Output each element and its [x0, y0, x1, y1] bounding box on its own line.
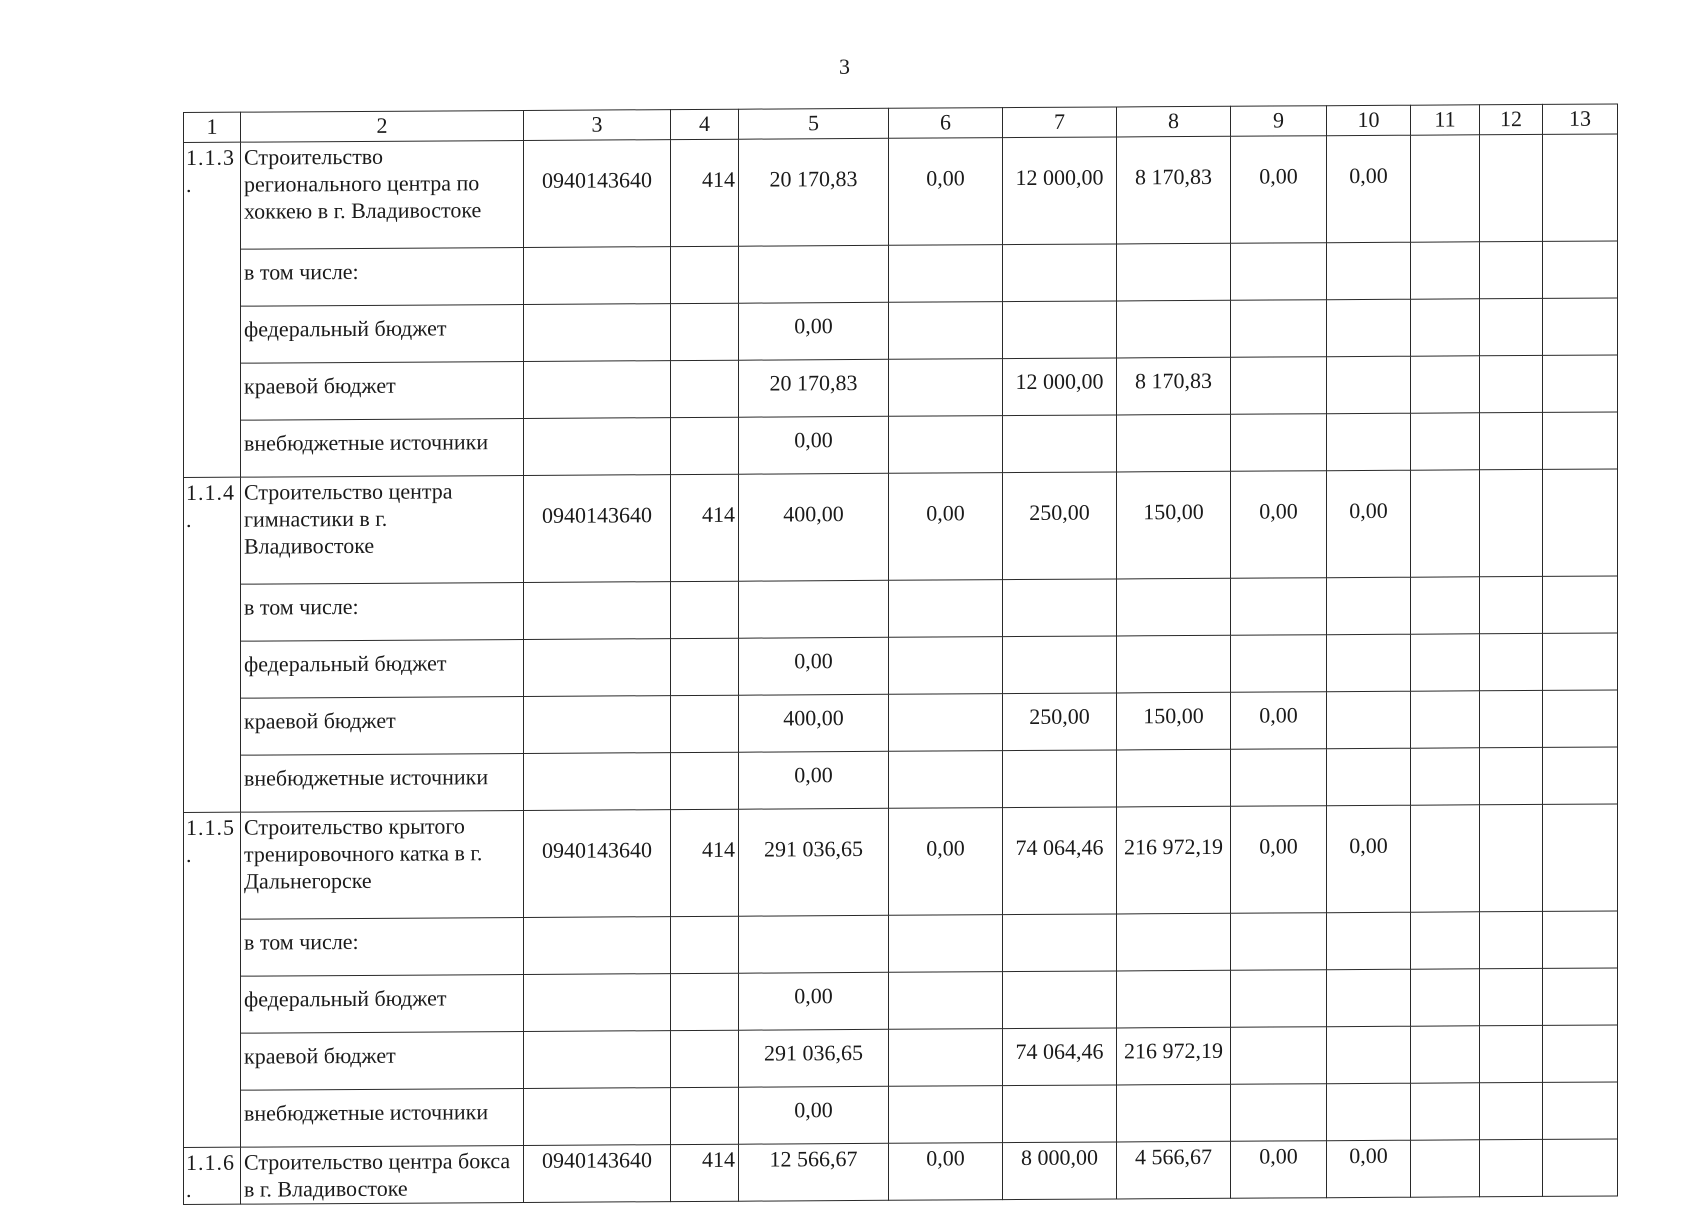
empty-cell: [671, 303, 739, 360]
funding-value-col-10: [1327, 634, 1411, 691]
funding-value-col-6: [889, 416, 1003, 474]
item-value-col-11: [1411, 1140, 1480, 1197]
funding-value-col-5: [739, 580, 889, 638]
program-item-row: [184, 1139, 1618, 1205]
funding-source-label: краевой бюджет: [241, 1031, 524, 1090]
funding-source-label: краевой бюджет: [241, 361, 524, 420]
funding-value-col-13: [1543, 1082, 1618, 1139]
funding-value-col-12: [1480, 690, 1543, 747]
funding-value-col-10: [1327, 413, 1411, 470]
item-name: Строительство регионального центра по хоккею в г. Владивостоке: [241, 140, 524, 249]
empty-cell: [671, 695, 739, 752]
funding-value-col-12: [1480, 241, 1543, 298]
funding-value-col-7: [1003, 636, 1117, 694]
program-item-row: [184, 134, 1618, 250]
funding-value-col-9: [1231, 970, 1327, 1028]
funding-value-col-5: 0,00: [739, 1086, 889, 1144]
funding-value-col-7: 74 064,46: [1003, 1028, 1117, 1086]
item-value-col-5: 291 036,65: [739, 808, 889, 916]
item-value-col-5: 12 566,67: [739, 1143, 889, 1201]
item-value-col-10: 0,00: [1327, 470, 1411, 577]
funding-value-col-12: [1480, 1025, 1543, 1082]
funding-value-col-6: [889, 915, 1003, 973]
item-index: 1.1.6: [186, 1149, 235, 1175]
funding-value-col-9: [1231, 1084, 1327, 1142]
funding-value-col-6: [889, 580, 1003, 638]
funding-value-col-10: [1327, 577, 1411, 634]
funding-value-col-10: [1327, 748, 1411, 805]
funding-value-col-11: [1411, 1026, 1480, 1083]
item-index-cell: [184, 477, 241, 812]
funding-value-col-9: [1231, 243, 1327, 301]
funding-value-col-9: [1231, 749, 1327, 807]
column-number: 8: [1117, 106, 1231, 137]
funding-value-col-5: 0,00: [739, 416, 889, 474]
funding-value-col-7: [1003, 914, 1117, 972]
funding-value-col-11: [1411, 1083, 1480, 1140]
funding-source-row: [184, 412, 1618, 478]
funding-source-row: [184, 911, 1618, 977]
funding-value-col-12: [1480, 1082, 1543, 1139]
funding-value-col-6: [889, 359, 1003, 417]
item-index: 1.1.5: [186, 814, 235, 840]
empty-cell: [524, 247, 671, 305]
item-value-col-11: [1411, 470, 1480, 577]
funding-value-col-11: [1411, 912, 1480, 969]
item-name: Строительство крытого тренировочного катка в г. Дальнегорске: [241, 810, 524, 919]
item-value-col-13: [1543, 1139, 1618, 1196]
funding-source-row: [184, 1082, 1618, 1148]
empty-cell: [671, 246, 739, 303]
empty-cell: [524, 696, 671, 754]
funding-value-col-12: [1480, 968, 1543, 1025]
item-value-col-5: 400,00: [739, 473, 889, 581]
item-expense-type: 414: [671, 809, 739, 916]
column-number: 3: [524, 110, 671, 141]
funding-value-col-5: 291 036,65: [739, 1029, 889, 1087]
item-index: 1.1.4: [186, 479, 235, 505]
funding-value-col-7: [1003, 415, 1117, 473]
column-number: 7: [1003, 107, 1117, 138]
item-value-col-7: 8 000,00: [1003, 1142, 1117, 1200]
funding-value-col-5: [739, 245, 889, 303]
funding-value-col-9: [1231, 635, 1327, 693]
item-value-col-9: 0,00: [1231, 136, 1327, 244]
funding-source-row: [184, 747, 1618, 813]
funding-value-col-5: 0,00: [739, 751, 889, 809]
item-budget-code: 0940143640: [524, 810, 671, 918]
item-value-col-13: [1543, 469, 1618, 576]
funding-value-col-12: [1480, 576, 1543, 633]
funding-value-col-6: [889, 694, 1003, 752]
item-expense-type: 414: [671, 1144, 739, 1201]
funding-value-col-12: [1480, 412, 1543, 469]
column-number: 1: [184, 112, 241, 142]
funding-value-col-11: [1411, 969, 1480, 1026]
funding-value-col-12: [1480, 747, 1543, 804]
funding-value-col-10: [1327, 912, 1411, 969]
item-value-col-9: 0,00: [1231, 1141, 1327, 1199]
empty-cell: [524, 974, 671, 1032]
item-index-cell: [184, 142, 241, 477]
page-number: 3: [839, 54, 850, 79]
funding-value-col-7: [1003, 1085, 1117, 1143]
funding-value-col-9: [1231, 357, 1327, 415]
funding-value-col-13: [1543, 241, 1618, 298]
item-value-col-8: 216 972,19: [1117, 806, 1231, 914]
item-value-col-10: 0,00: [1327, 1140, 1411, 1197]
program-table-sheet: [183, 103, 1618, 1205]
funding-value-col-6: [889, 972, 1003, 1030]
funding-value-col-6: [889, 1086, 1003, 1144]
funding-value-col-6: [889, 245, 1003, 303]
funding-value-col-5: [739, 915, 889, 973]
funding-source-row: [184, 241, 1618, 307]
funding-source-label: федеральный бюджет: [241, 974, 524, 1033]
funding-value-col-7: 12 000,00: [1003, 358, 1117, 416]
empty-cell: [671, 360, 739, 417]
item-value-col-7: 12 000,00: [1003, 137, 1117, 245]
empty-cell: [524, 582, 671, 640]
item-value-col-12: [1480, 134, 1543, 241]
funding-value-col-12: [1480, 355, 1543, 412]
funding-value-col-7: [1003, 750, 1117, 808]
column-number: 5: [739, 108, 889, 139]
funding-value-col-13: [1543, 968, 1618, 1025]
funding-source-row: [184, 298, 1618, 364]
item-value-col-11: [1411, 135, 1480, 242]
funding-source-label: внебюджетные источники: [241, 418, 524, 477]
funding-value-col-6: [889, 751, 1003, 809]
funding-source-label: федеральный бюджет: [241, 639, 524, 698]
funding-value-col-11: [1411, 577, 1480, 634]
funding-source-row: [184, 1025, 1618, 1091]
funding-value-col-8: [1117, 970, 1231, 1028]
column-number: 13: [1543, 104, 1618, 134]
funding-value-col-9: [1231, 913, 1327, 971]
funding-value-col-9: [1231, 300, 1327, 358]
funding-value-col-6: [889, 637, 1003, 695]
empty-cell: [524, 917, 671, 975]
item-index-dot: .: [186, 506, 193, 532]
column-number: 6: [889, 108, 1003, 139]
funding-value-col-8: [1117, 635, 1231, 693]
empty-cell: [524, 304, 671, 362]
funding-value-col-13: [1543, 633, 1618, 690]
funding-value-col-10: [1327, 242, 1411, 299]
funding-value-col-11: [1411, 748, 1480, 805]
item-value-col-8: 8 170,83: [1117, 136, 1231, 244]
funding-value-col-10: [1327, 299, 1411, 356]
empty-cell: [671, 417, 739, 474]
funding-value-col-6: [889, 1029, 1003, 1087]
item-value-col-7: 250,00: [1003, 472, 1117, 580]
column-number: 4: [671, 109, 739, 139]
funding-value-col-11: [1411, 242, 1480, 299]
column-number: 12: [1480, 104, 1543, 134]
empty-cell: [524, 361, 671, 419]
funding-value-col-11: [1411, 634, 1480, 691]
funding-value-col-13: [1543, 298, 1618, 355]
column-number: 11: [1411, 105, 1480, 135]
funding-value-col-11: [1411, 691, 1480, 748]
funding-value-col-13: [1543, 1025, 1618, 1082]
funding-value-col-10: [1327, 356, 1411, 413]
item-value-col-5: 20 170,83: [739, 138, 889, 246]
item-value-col-12: [1480, 469, 1543, 576]
empty-cell: [524, 1088, 671, 1146]
funding-value-col-12: [1480, 911, 1543, 968]
empty-cell: [524, 753, 671, 811]
funding-value-col-5: 400,00: [739, 694, 889, 752]
item-budget-code: 0940143640: [524, 140, 671, 248]
funding-value-col-11: [1411, 413, 1480, 470]
funding-value-col-8: [1117, 243, 1231, 301]
funding-source-row: [184, 355, 1618, 421]
empty-cell: [671, 916, 739, 973]
funding-value-col-8: [1117, 1084, 1231, 1142]
item-value-col-9: 0,00: [1231, 471, 1327, 579]
item-index-dot: .: [186, 841, 193, 867]
empty-cell: [524, 418, 671, 476]
item-value-col-6: 0,00: [889, 473, 1003, 581]
item-value-col-10: 0,00: [1327, 805, 1411, 912]
funding-value-col-7: [1003, 971, 1117, 1029]
item-value-col-7: 74 064,46: [1003, 807, 1117, 915]
item-index-dot: .: [186, 1176, 193, 1202]
funding-value-col-13: [1543, 576, 1618, 633]
funding-value-col-11: [1411, 299, 1480, 356]
item-name: Строительство центра гимнастики в г. Владивостоке: [241, 475, 524, 584]
empty-cell: [524, 639, 671, 697]
funding-source-label: в том числе:: [241, 582, 524, 641]
empty-cell: [671, 581, 739, 638]
funding-source-label: краевой бюджет: [241, 696, 524, 755]
item-index: 1.1.3: [186, 144, 235, 170]
funding-value-col-9: [1231, 414, 1327, 472]
item-value-col-6: 0,00: [889, 138, 1003, 246]
column-number: 10: [1327, 105, 1411, 135]
empty-cell: [671, 1030, 739, 1087]
funding-value-col-9: 0,00: [1231, 692, 1327, 750]
item-value-col-10: 0,00: [1327, 135, 1411, 242]
funding-value-col-13: [1543, 412, 1618, 469]
empty-cell: [671, 1087, 739, 1144]
item-index-cell: [184, 812, 241, 1147]
funding-value-col-10: [1327, 969, 1411, 1026]
funding-value-col-11: [1411, 356, 1480, 413]
funding-source-row: [184, 633, 1618, 699]
item-value-col-11: [1411, 805, 1480, 912]
funding-value-col-7: [1003, 244, 1117, 302]
funding-value-col-10: [1327, 1026, 1411, 1083]
program-item-row: [184, 804, 1618, 920]
funding-value-col-10: [1327, 691, 1411, 748]
funding-source-row: [184, 576, 1618, 642]
column-number: 2: [241, 110, 524, 142]
funding-source-row: [184, 690, 1618, 756]
funding-value-col-9: [1231, 578, 1327, 636]
funding-value-col-7: [1003, 301, 1117, 359]
empty-cell: [671, 752, 739, 809]
funding-value-col-5: 0,00: [739, 972, 889, 1030]
funding-value-col-7: [1003, 579, 1117, 637]
funding-value-col-12: [1480, 298, 1543, 355]
program-funding-table: [183, 103, 1618, 1205]
funding-value-col-8: 150,00: [1117, 692, 1231, 750]
item-budget-code: 0940143640: [524, 475, 671, 583]
item-value-col-13: [1543, 804, 1618, 911]
funding-source-row: [184, 968, 1618, 1034]
empty-cell: [524, 1031, 671, 1089]
item-value-col-6: 0,00: [889, 1143, 1003, 1201]
item-index-cell: [184, 1147, 241, 1204]
funding-source-label: внебюджетные источники: [241, 753, 524, 812]
item-index-dot: .: [186, 171, 193, 197]
funding-value-col-8: [1117, 749, 1231, 807]
funding-source-label: в том числе:: [241, 247, 524, 306]
funding-value-col-5: 20 170,83: [739, 359, 889, 417]
funding-value-col-8: 216 972,19: [1117, 1027, 1231, 1085]
funding-source-label: внебюджетные источники: [241, 1088, 524, 1147]
item-value-col-8: 150,00: [1117, 471, 1231, 579]
funding-value-col-5: 0,00: [739, 637, 889, 695]
funding-value-col-8: [1117, 300, 1231, 358]
item-value-col-13: [1543, 134, 1618, 241]
item-value-col-6: 0,00: [889, 808, 1003, 916]
funding-value-col-8: [1117, 913, 1231, 971]
item-expense-type: 414: [671, 139, 739, 246]
funding-value-col-10: [1327, 1083, 1411, 1140]
item-budget-code: 0940143640: [524, 1145, 671, 1203]
funding-source-label: федеральный бюджет: [241, 304, 524, 363]
item-value-col-8: 4 566,67: [1117, 1141, 1231, 1199]
funding-value-col-8: [1117, 414, 1231, 472]
program-item-row: [184, 469, 1618, 585]
empty-cell: [671, 973, 739, 1030]
funding-value-col-5: 0,00: [739, 302, 889, 360]
funding-value-col-9: [1231, 1027, 1327, 1085]
item-expense-type: 414: [671, 474, 739, 581]
funding-value-col-12: [1480, 633, 1543, 690]
empty-cell: [671, 638, 739, 695]
funding-source-label: в том числе:: [241, 917, 524, 976]
funding-value-col-8: [1117, 578, 1231, 636]
funding-value-col-6: [889, 302, 1003, 360]
funding-value-col-13: [1543, 355, 1618, 412]
item-value-col-12: [1480, 804, 1543, 911]
funding-value-col-7: 250,00: [1003, 693, 1117, 751]
item-value-col-12: [1480, 1139, 1543, 1196]
item-name: Строительство центра бокса в г. Владивостоке: [241, 1145, 524, 1204]
funding-value-col-8: 8 170,83: [1117, 357, 1231, 415]
funding-value-col-13: [1543, 690, 1618, 747]
funding-value-col-13: [1543, 747, 1618, 804]
item-value-col-9: 0,00: [1231, 806, 1327, 914]
column-number: 9: [1231, 106, 1327, 137]
funding-value-col-13: [1543, 911, 1618, 968]
